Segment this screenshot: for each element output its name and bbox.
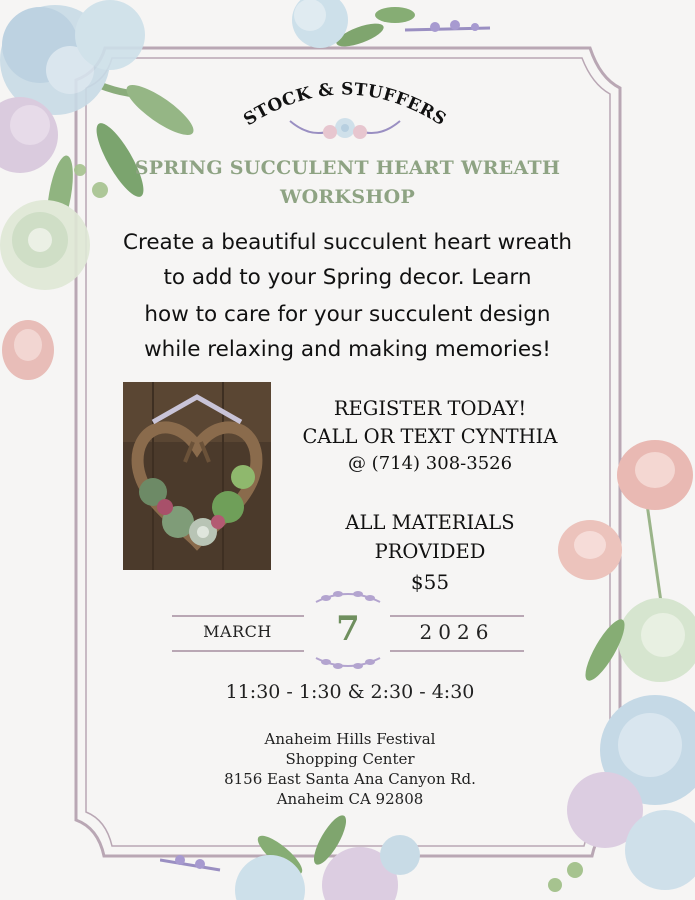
workshop-times: 11:30 - 1:30 & 2:30 - 4:30: [225, 681, 475, 703]
materials-line1: ALL MATERIALS: [345, 511, 515, 534]
address-line1: Anaheim Hills Festival: [264, 730, 436, 748]
date-divider: [390, 650, 524, 652]
register-line1: REGISTER TODAY!: [333, 397, 527, 420]
flower-sprig-icon: [290, 118, 400, 139]
workshop-title-line1: SPRING SUCCULENT HEART WREATH: [134, 157, 561, 179]
address-line4: Anaheim CA 92808: [276, 790, 424, 808]
wreath-photo: [123, 382, 271, 570]
phone-number: @ (714) 308-3526: [347, 453, 513, 474]
brand-name: STOCK & STUFFERS: [240, 79, 450, 131]
address-line3: 8156 East Santa Ana Canyon Rd.: [224, 770, 476, 788]
description-line: to add to your Spring decor. Learn: [163, 265, 532, 290]
description-line: Create a beautiful succulent heart wreath: [122, 230, 573, 255]
date-divider: [172, 615, 304, 617]
workshop-title-line2: WORKSHOP: [279, 186, 416, 208]
brand-logo: [230, 66, 460, 146]
description-line: how to care for your succulent design: [144, 302, 551, 327]
address-line2: Shopping Center: [285, 750, 415, 768]
price: $55: [410, 570, 450, 594]
date-month: MARCH: [203, 622, 272, 641]
materials-line2: PROVIDED: [374, 540, 486, 563]
succulent-flowers-right: [545, 430, 695, 900]
date-divider: [172, 650, 304, 652]
succulent-flowers-bottom: [160, 800, 460, 900]
description-line: while relaxing and making memories!: [144, 337, 551, 362]
date-divider: [390, 615, 524, 617]
date-day: 7: [336, 609, 360, 649]
register-line2: CALL OR TEXT CYNTHIA: [302, 425, 558, 448]
succulent-flowers-top: [230, 0, 510, 70]
date-year: 2026: [419, 620, 495, 644]
